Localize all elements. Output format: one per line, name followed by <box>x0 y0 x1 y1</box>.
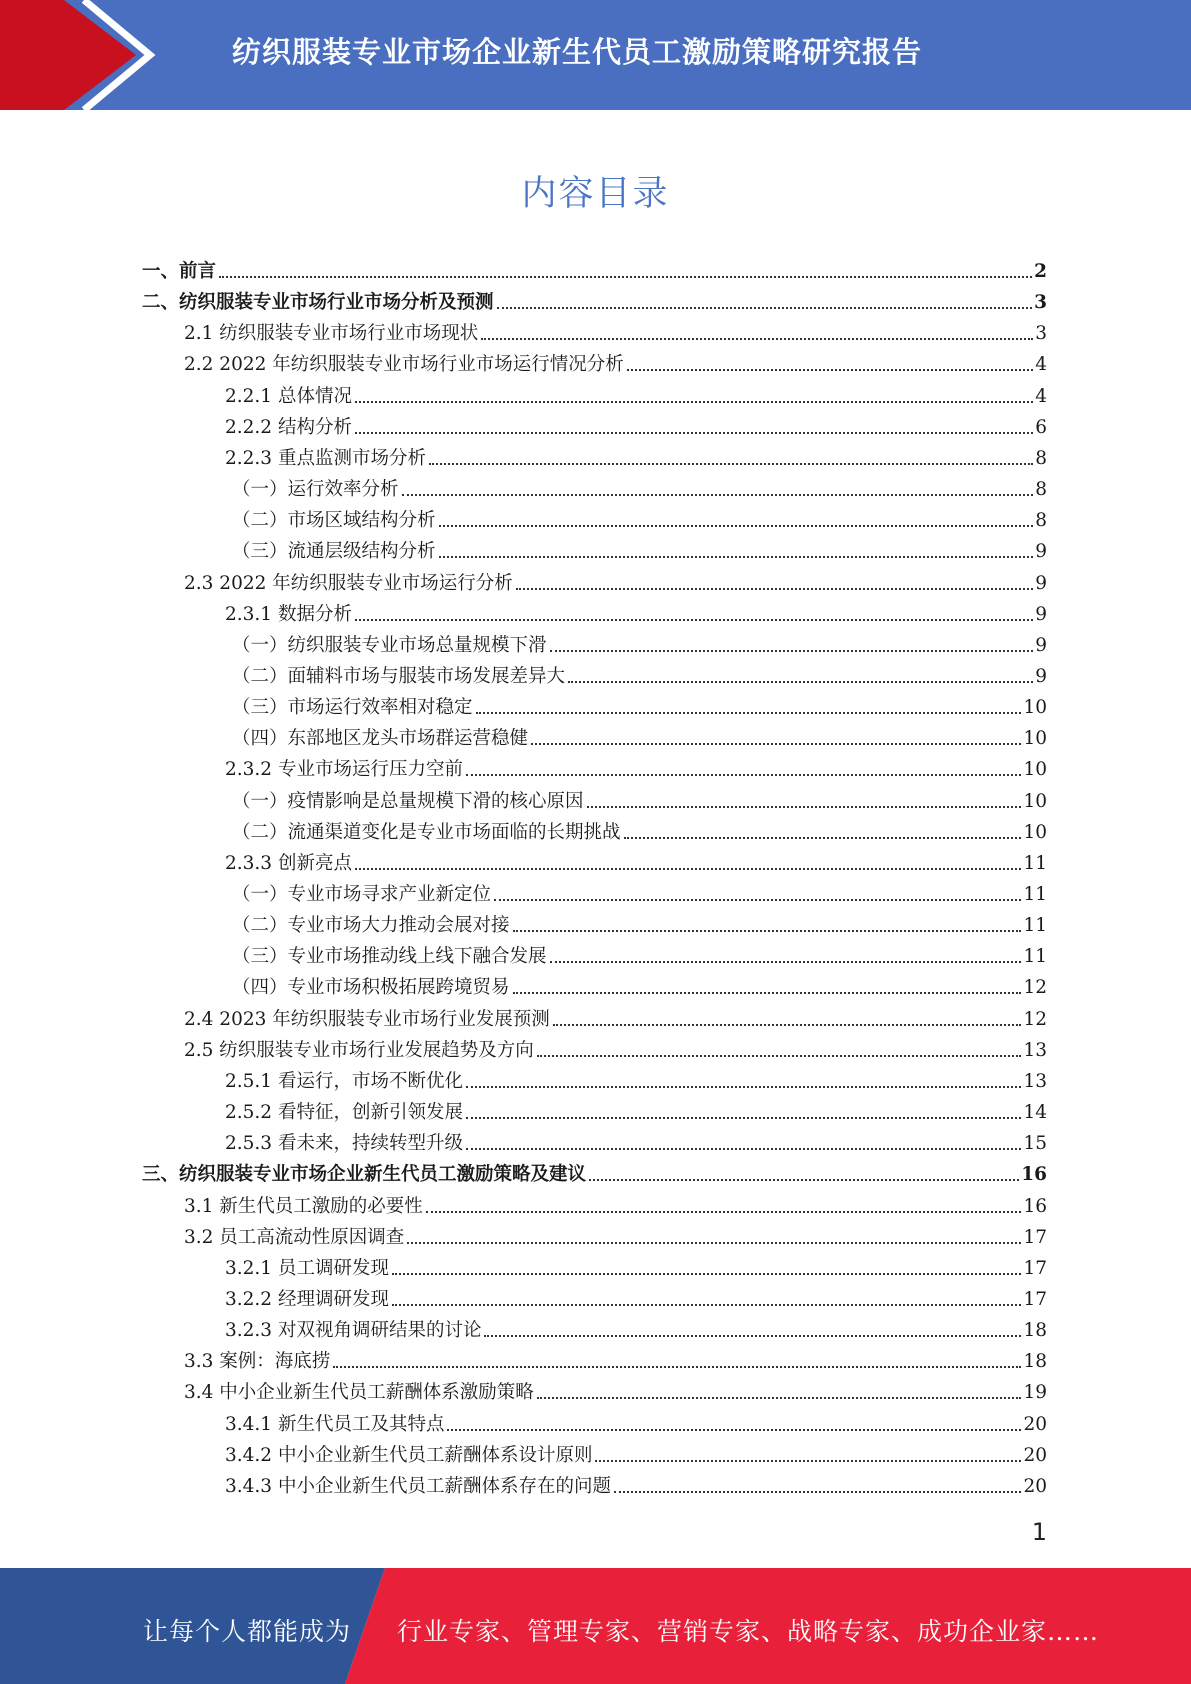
toc-entry[interactable] <box>232 782 1047 813</box>
toc-entry-page: 19 <box>1023 1382 1047 1404</box>
toc-entry-page: 9 <box>1035 665 1047 687</box>
toc-entry[interactable] <box>225 1124 1047 1155</box>
toc-dot-leader <box>481 338 1033 340</box>
toc-dot-leader <box>624 837 1022 839</box>
toc-entry-page: 17 <box>1023 1226 1047 1248</box>
toc-entry-title: 3.2.3 对双视角调研结果的讨论 <box>225 1320 482 1342</box>
toc-dot-leader <box>466 1148 1021 1150</box>
toc-entry[interactable] <box>184 1187 1047 1218</box>
toc-entry-page: 8 <box>1035 479 1047 501</box>
toc-entry-title: （二）专业市场大力推动会展对接 <box>232 915 510 937</box>
toc-entry[interactable] <box>232 937 1047 968</box>
toc-entry[interactable] <box>184 1031 1047 1062</box>
toc-entry-title: （三）专业市场推动线上线下融合发展 <box>232 946 547 968</box>
toc-entry-title: （一）专业市场寻求产业新定位 <box>232 884 492 905</box>
toc-entry-page: 16 <box>1021 1164 1047 1186</box>
toc-entry[interactable] <box>232 875 1047 906</box>
header-band <box>0 0 1191 110</box>
toc-entry-page: 8 <box>1035 447 1047 469</box>
toc-entry-title: 2.5 纺织服装专业市场行业发展趋势及方向 <box>184 1039 534 1061</box>
toc-entry[interactable] <box>225 1467 1047 1498</box>
toc-dot-leader <box>439 556 1034 558</box>
toc-entry-title: 2.2 2022 年纺织服装专业市场行业市场运行情况分析 <box>184 354 624 376</box>
toc-dot-leader <box>476 712 1022 714</box>
toc-entry-title: 2.3.2 专业市场运行压力空前 <box>225 759 463 781</box>
toc-dot-leader <box>392 1273 1021 1275</box>
toc-entry[interactable] <box>232 532 1047 563</box>
toc-entry-page: 9 <box>1035 603 1047 625</box>
toc-entry-title: 2.5.2 看特征，创新引领发展 <box>225 1102 463 1124</box>
toc-dot-leader <box>550 961 1022 963</box>
toc-entry-page: 11 <box>1023 915 1047 937</box>
toc-dot-leader <box>355 432 1033 434</box>
toc-entry-page: 4 <box>1035 354 1047 376</box>
toc-entry-page: 10 <box>1023 790 1047 812</box>
toc-entry-title: 2.3 2022 年纺织服装专业市场运行分析 <box>184 572 513 594</box>
toc-entry-page: 9 <box>1035 541 1047 563</box>
toc-entry-title: 3.2.1 员工调研发现 <box>225 1257 389 1279</box>
toc-entry[interactable] <box>225 408 1047 439</box>
toc-entry[interactable] <box>225 750 1047 781</box>
toc-entry-title: （二）流通渠道变化是专业市场面临的长期挑战 <box>232 821 621 843</box>
toc-entry-title: 2.3.3 创新亮点 <box>225 852 352 874</box>
toc-entry[interactable] <box>225 439 1047 470</box>
toc-entry-title: 二、纺织服装专业市场行业市场分析及预测 <box>142 292 494 314</box>
toc-entry-title: （一）运行效率分析 <box>232 479 399 501</box>
toc-dot-leader <box>466 1086 1021 1088</box>
toc-entry[interactable] <box>184 345 1047 376</box>
toc-entry-title: 3.3 案例：海底捞 <box>184 1351 331 1373</box>
toc-entry[interactable] <box>184 314 1047 345</box>
toc-dot-leader <box>553 1024 1022 1026</box>
toc-entry[interactable] <box>184 1218 1047 1249</box>
toc-entry-page: 8 <box>1035 510 1047 532</box>
toc-entry[interactable] <box>232 813 1047 844</box>
toc-entry-title: 3.4 中小企业新生代员工薪酬体系激励策略 <box>184 1382 534 1404</box>
toc-entry-title: 3.4.3 中小企业新生代员工薪酬体系存在的问题 <box>225 1475 611 1497</box>
toc-entry-title: （四）东部地区龙头市场群运营稳健 <box>232 728 529 750</box>
toc-entry[interactable] <box>232 626 1047 657</box>
toc-entry-title: 3.2 员工高流动性原因调查 <box>184 1226 405 1248</box>
toc-entry[interactable] <box>225 595 1047 626</box>
toc-entry-title: （三）市场运行效率相对稳定 <box>232 697 473 719</box>
toc-entry-page: 10 <box>1023 821 1047 843</box>
toc-entry-title: （三）流通层级结构分析 <box>232 541 436 563</box>
toc-entry[interactable] <box>225 1062 1047 1093</box>
toc-entry-title: 3.4.2 中小企业新生代员工薪酬体系设计原则 <box>225 1444 593 1466</box>
toc-dot-leader <box>466 1117 1021 1119</box>
toc-dot-leader <box>355 868 1022 870</box>
toc-entry[interactable] <box>225 1093 1047 1124</box>
toc-dot-leader <box>614 1491 1021 1493</box>
toc-entry[interactable] <box>184 1373 1047 1404</box>
toc-dot-leader <box>355 401 1033 403</box>
toc-entry-title: （二）面辅料市场与服装市场发展差异大 <box>232 665 566 687</box>
toc-dot-leader <box>407 1242 1021 1244</box>
toc-entry-title: （一）疫情影响是总量规模下滑的核心原因 <box>232 790 584 812</box>
toc-entry[interactable] <box>225 1311 1047 1342</box>
toc-entry-page: 20 <box>1023 1413 1047 1435</box>
toc-entry[interactable] <box>184 564 1047 595</box>
toc-entry-title: 2.2.1 总体情况 <box>225 385 352 407</box>
toc-entry[interactable] <box>225 1249 1047 1280</box>
toc-entry-title: 3.1 新生代员工激励的必要性 <box>184 1195 423 1217</box>
toc-entry-page: 11 <box>1023 884 1047 905</box>
toc-entry[interactable] <box>232 501 1047 532</box>
toc-entry-title: 3.4.1 新生代员工及其特点 <box>225 1413 445 1435</box>
toc-entry-title: 2.3.1 数据分析 <box>225 603 352 625</box>
toc-entry[interactable] <box>232 719 1047 750</box>
toc-entry-page: 17 <box>1023 1288 1047 1310</box>
toc-entry-title: （一）纺织服装专业市场总量规模下滑 <box>232 634 547 656</box>
toc-dot-leader <box>587 806 1022 808</box>
toc-entry-title: 2.2.3 重点监测市场分析 <box>225 447 426 469</box>
toc-entry[interactable] <box>232 968 1047 999</box>
toc-dot-leader <box>595 1460 1021 1462</box>
toc-dot-leader <box>513 930 1022 932</box>
toc-dot-leader <box>355 619 1033 621</box>
toc-entry-page: 6 <box>1035 416 1047 438</box>
toc-entry-page: 16 <box>1023 1195 1047 1217</box>
report-title: 纺织服装专业市场企业新生代员工激励策略研究报告 <box>232 35 923 69</box>
toc-dot-leader <box>429 463 1033 465</box>
toc-dot-leader <box>447 1429 1021 1431</box>
toc-dot-leader <box>484 1335 1021 1337</box>
toc-entry-page: 12 <box>1023 977 1047 999</box>
footer-band <box>0 1568 1191 1684</box>
toc-entry-page: 3 <box>1035 323 1047 345</box>
toc-entry-title: 2.5.1 看运行，市场不断优化 <box>225 1070 463 1092</box>
toc-dot-leader <box>219 276 1032 278</box>
toc-entry-title: 2.2.2 结构分析 <box>225 416 352 438</box>
toc-dot-leader <box>333 1366 1021 1368</box>
toc-dot-leader <box>537 1055 1022 1057</box>
toc-entry[interactable] <box>142 1155 1047 1186</box>
toc-entry-title: （二）市场区域结构分析 <box>232 510 436 532</box>
toc-entry[interactable] <box>225 1280 1047 1311</box>
toc-dot-leader <box>513 992 1022 994</box>
toc-entry-title: 一、前言 <box>142 261 217 282</box>
toc-entry-page: 4 <box>1035 385 1047 407</box>
toc-entry-page: 15 <box>1023 1133 1047 1155</box>
toc-entry-page: 20 <box>1023 1475 1047 1497</box>
toc-dot-leader <box>402 494 1034 496</box>
toc-dot-leader <box>392 1304 1021 1306</box>
toc-entry[interactable] <box>225 377 1047 408</box>
toc-dot-leader <box>494 899 1021 901</box>
toc-entry-title: 2.4 2023 年纺织服装专业市场行业发展预测 <box>184 1008 550 1030</box>
toc-dot-leader <box>516 588 1033 590</box>
toc-entry-page: 9 <box>1035 634 1047 656</box>
toc-dot-leader <box>589 1179 1019 1181</box>
toc-dot-leader <box>466 774 1021 776</box>
page-number: 1 <box>1031 1518 1047 1546</box>
toc-entry-page: 10 <box>1023 728 1047 750</box>
toc-heading: 内容目录 <box>521 174 670 214</box>
toc-entry-page: 18 <box>1023 1320 1047 1342</box>
toc-entry-page: 2 <box>1034 261 1047 282</box>
toc-entry-page: 20 <box>1023 1444 1047 1466</box>
toc-entry[interactable] <box>184 1000 1047 1031</box>
toc-entry-title: 3.2.2 经理调研发现 <box>225 1288 389 1310</box>
toc-dot-leader <box>531 743 1021 745</box>
toc-dot-leader <box>537 1397 1022 1399</box>
toc-entry-title: 2.5.3 看未来，持续转型升级 <box>225 1133 463 1155</box>
toc-entry-page: 14 <box>1023 1102 1047 1124</box>
toc-entry-title: 2.1 纺织服装专业市场行业市场现状 <box>184 323 479 345</box>
toc-entry[interactable] <box>232 657 1047 688</box>
toc-dot-leader <box>550 650 1034 652</box>
toc-entry-page: 13 <box>1023 1039 1047 1061</box>
toc-entry[interactable] <box>232 688 1047 719</box>
toc-dot-leader <box>426 1211 1022 1213</box>
footer-slogan-right: 行业专家、管理专家、营销专家、战略专家、成功企业家…… <box>397 1617 1100 1646</box>
toc-entry-page: 11 <box>1023 946 1047 968</box>
toc-dot-leader <box>627 369 1033 371</box>
toc-entry[interactable] <box>142 283 1047 314</box>
toc-entry[interactable] <box>232 906 1047 937</box>
toc-entry[interactable] <box>225 1436 1047 1467</box>
toc-entry-page: 12 <box>1023 1008 1047 1030</box>
toc-entry-page: 10 <box>1023 697 1047 719</box>
footer-slogan-left: 让每个人都能成为 <box>143 1617 352 1646</box>
toc-entry-title: 三、纺织服装专业市场企业新生代员工激励策略及建议 <box>142 1164 587 1186</box>
toc-entry-page: 3 <box>1034 292 1047 314</box>
toc-entry[interactable] <box>232 470 1047 501</box>
toc-entry[interactable] <box>142 252 1047 283</box>
toc-dot-leader <box>568 681 1033 683</box>
toc-dot-leader <box>439 525 1034 527</box>
toc-entry-page: 11 <box>1023 852 1047 874</box>
toc-dot-leader <box>497 307 1033 309</box>
toc-entry-page: 9 <box>1035 572 1047 594</box>
toc-entry-page: 10 <box>1023 759 1047 781</box>
toc-entry[interactable] <box>225 844 1047 875</box>
toc-entry-title: （四）专业市场积极拓展跨境贸易 <box>232 977 510 999</box>
toc-entry-page: 18 <box>1023 1351 1047 1373</box>
toc-entry-page: 13 <box>1023 1070 1047 1092</box>
toc-entry[interactable] <box>225 1405 1047 1436</box>
toc-entry-page: 17 <box>1023 1257 1047 1279</box>
toc-entry[interactable] <box>184 1342 1047 1373</box>
